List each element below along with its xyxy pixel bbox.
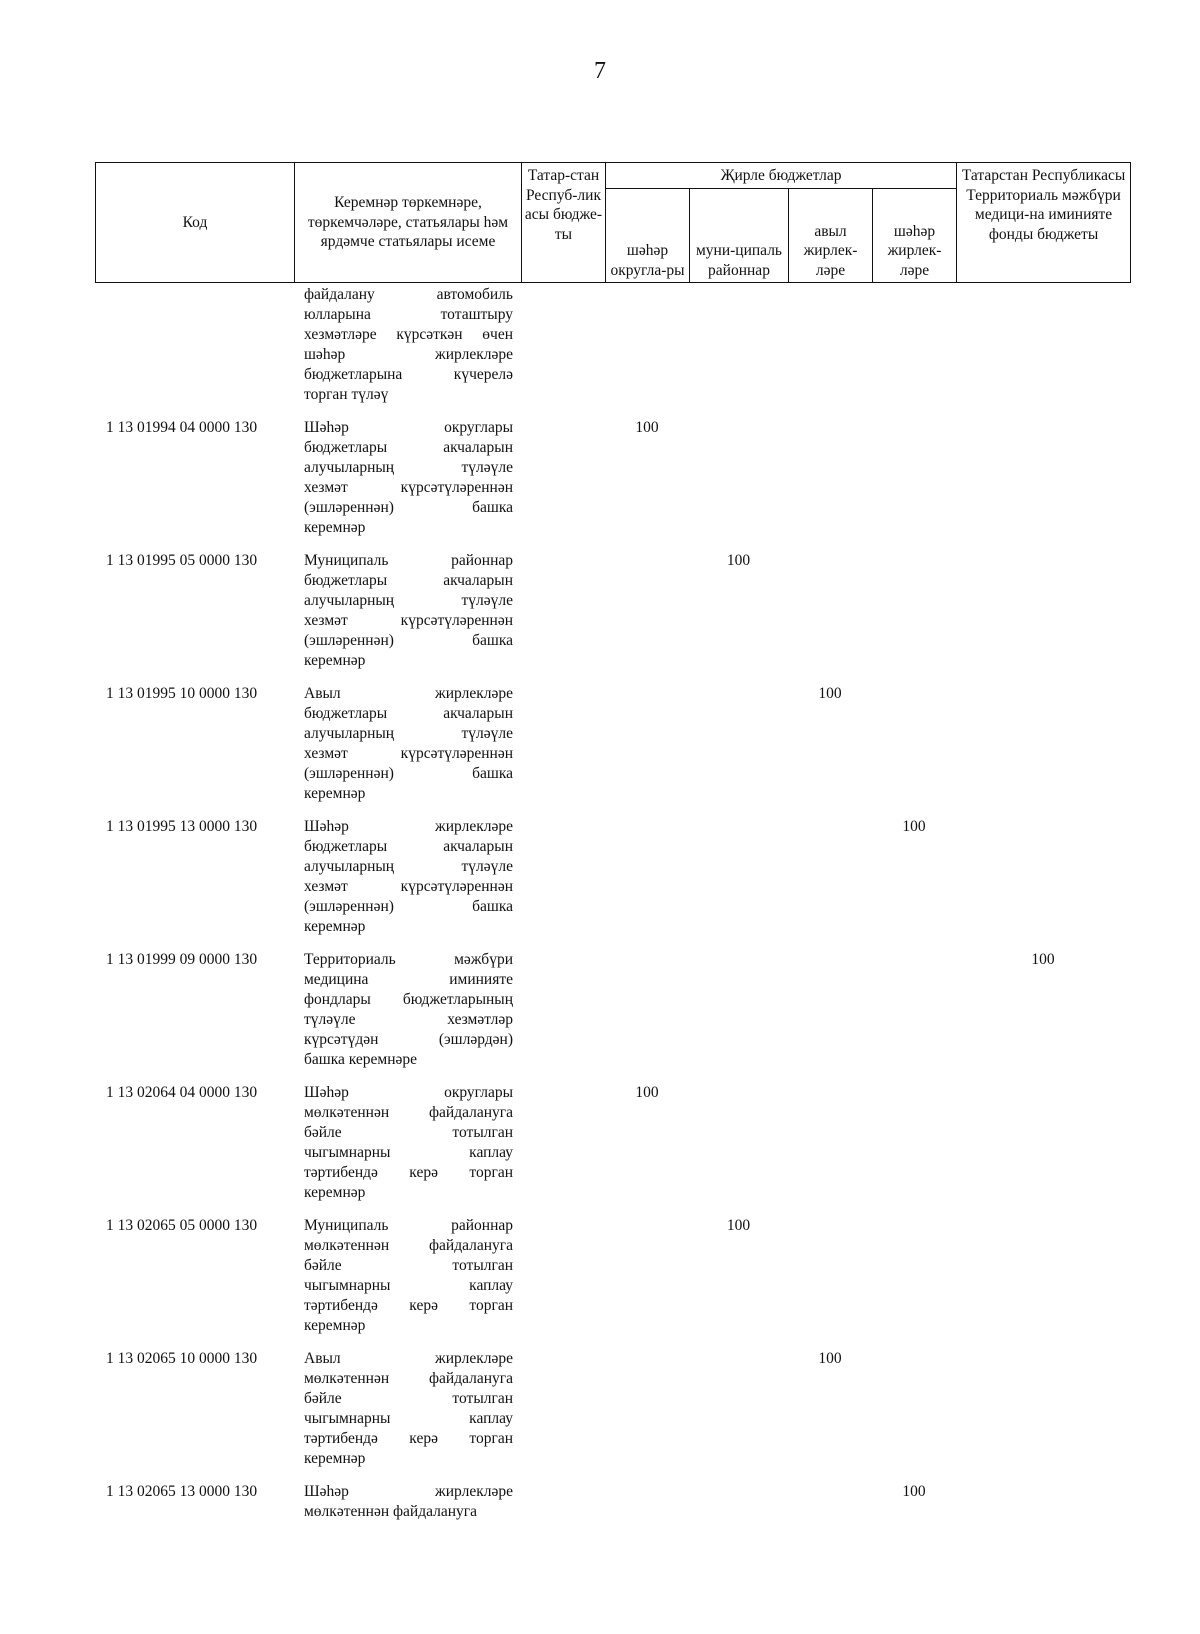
value-medical-fund [956,1482,1130,1535]
header-republic-budget: Татар-стан Респуб-ликасы бюдже-ты [522,163,606,283]
row-name-line: Авыл жирлекләре [304,685,513,702]
table-row [95,817,1130,950]
row-name [294,1349,521,1482]
table-row [95,1349,1130,1482]
value-urban-settlements [872,950,956,1083]
value-republic [521,1083,605,1216]
row-name-line: алучыларның түләүле [304,592,513,609]
row-name-line: бюджетлары акчаларын [304,439,513,456]
row-name-line: Шәһәр округлары [304,419,513,436]
row-name-line: тәртибендә керә торган [304,1164,513,1181]
row-name-line: Территориаль мәжбүри [304,951,513,968]
value-city-districts [605,684,689,817]
row-name-line: тәртибендә керә торган [304,1297,513,1314]
row-name-line: мөлкәтеннән файдалануга [304,1104,513,1121]
row-name-line: хезмәт күрсәтүләреннән [304,612,513,629]
row-name-line: күрсәтүдән (эшләрдән) [304,1031,513,1048]
header-urban-settlements: шәһәр жирлек-ләре [873,189,957,283]
header-local-budgets: Җирле бюджетлар [606,163,957,189]
value-rural [788,950,872,1083]
table-row [95,1216,1130,1349]
value-rural [788,285,872,418]
value-municipal [689,418,788,551]
row-name-line: Авыл жирлекләре [304,1350,513,1367]
row-name-line: (эшләреннән) башка [304,632,513,649]
value-medical-fund [956,285,1130,418]
row-name-line: Шәһәр жирлекләре [304,1483,513,1500]
row-name [294,684,521,817]
value-urban-settlements [872,551,956,684]
value-rural [788,551,872,684]
row-name-line: шәһәр жирлекләре [304,346,513,363]
value-medical-fund: 100 [1031,951,1055,968]
row-code: 1 13 02065 10 0000 130 [106,1350,258,1367]
value-urban-settlements [872,285,956,418]
table-row [95,1482,1130,1535]
table-row [95,418,1130,551]
value-medical-fund [956,551,1130,684]
row-name-line: керемнәр [304,785,366,802]
value-urban-settlements [872,684,956,817]
value-municipal [689,684,788,817]
value-republic [521,285,605,418]
value-urban-settlements: 100 [902,1483,926,1500]
value-city-districts [605,950,689,1083]
value-republic [521,950,605,1083]
value-republic [521,551,605,684]
row-name-line: бюджетлары акчаларын [304,838,513,855]
row-code: 1 13 01994 04 0000 130 [106,419,258,436]
value-medical-fund [956,1349,1130,1482]
row-code: 1 13 02065 13 0000 130 [106,1483,258,1500]
table-header [95,162,1131,283]
value-republic [521,418,605,551]
header-medical-fund: Татарстан Республикасы Территориаль мәжбүри медици-на иминияте фонды бюджеты [957,163,1131,283]
value-city-districts [605,1349,689,1482]
table-row [95,684,1130,817]
value-medical-fund [956,684,1130,817]
row-name [294,950,521,1083]
row-name [294,1216,521,1349]
value-rural [788,1083,872,1216]
row-name-line: торган түләү [304,386,389,403]
table-body [95,285,1130,1535]
table-row [95,950,1130,1083]
row-code: 1 13 01999 09 0000 130 [106,951,258,968]
row-name-line: хезмәт күрсәтүләреннән [304,479,513,496]
row-name-line: бәйле тотылган [304,1390,513,1407]
value-republic [521,1349,605,1482]
row-name-line: керемнәр [304,1317,366,1334]
header-municipal-districts: муни-ципаль районнар [690,189,789,283]
row-name [294,285,521,418]
value-city-districts [605,285,689,418]
value-rural [788,1216,872,1349]
row-name-line: Муниципаль районнар [304,1217,513,1234]
row-name-line: түләүле хезмәтләр [304,1011,513,1028]
row-name [294,551,521,684]
row-code: 1 13 02065 05 0000 130 [106,1217,258,1234]
value-rural [788,418,872,551]
row-code: 1 13 01995 10 0000 130 [106,685,258,702]
value-city-districts: 100 [635,419,659,436]
row-name-line: хезмәт күрсәтүләреннән [304,878,513,895]
value-city-districts [605,1216,689,1349]
row-name-line: керемнәр [304,519,366,536]
row-name-line: чыгымнарны каплау [304,1410,513,1427]
row-name-line: керемнәр [304,918,366,935]
row-name-line: фондлары бюджетларының [304,991,513,1008]
value-city-districts [605,551,689,684]
value-urban-settlements: 100 [902,818,926,835]
row-name-line: Шәһәр жирлекләре [304,818,513,835]
row-name-line: бәйле тотылган [304,1124,513,1141]
header-name: Керемнәр төркемнәре, төркемчәләре, статьялары һәм ярдәмче статьялары исеме [295,163,522,283]
value-urban-settlements [872,1083,956,1216]
row-name-line: (эшләреннән) башка [304,898,513,915]
row-name-line: хезмәтләре күрсәткән өчен [304,326,513,343]
row-name-line: Шәһәр округлары [304,1084,513,1101]
row-name [294,1083,521,1216]
value-medical-fund [956,1216,1130,1349]
value-rural [788,1482,872,1535]
row-name-line: керемнәр [304,1184,366,1201]
row-name-line: чыгымнарны каплау [304,1277,513,1294]
row-name-line: (эшләреннән) башка [304,499,513,516]
value-republic [521,684,605,817]
row-name-line: чыгымнарны каплау [304,1144,513,1161]
value-rural: 100 [818,1350,842,1367]
value-municipal: 100 [726,552,751,569]
value-urban-settlements [872,1216,956,1349]
row-name-line: (эшләреннән) башка [304,765,513,782]
row-name-line: алучыларның түләүле [304,725,513,742]
row-name-line: керемнәр [304,1450,366,1467]
value-medical-fund [956,817,1130,950]
row-code: 1 13 01995 13 0000 130 [106,818,258,835]
header-rural-settlements: авыл жирлек-ләре [789,189,873,283]
value-municipal [689,950,788,1083]
value-municipal [689,1482,788,1535]
value-medical-fund [956,1083,1130,1216]
row-name-line: бюджетлары акчаларын [304,572,513,589]
row-code: 1 13 02064 04 0000 130 [106,1084,258,1101]
page-number: 7 [594,58,606,84]
value-municipal [689,1083,788,1216]
row-name-line: файдалану автомобиль [304,286,513,303]
value-urban-settlements [872,1349,956,1482]
value-medical-fund [956,418,1130,551]
row-name-line: башка керемнәре [304,1051,418,1068]
row-name [294,817,521,950]
value-city-districts [605,817,689,950]
row-name-line: алучыларның түләүле [304,459,513,476]
value-municipal [689,817,788,950]
header-city-districts: шәһәр округла-ры [606,189,690,283]
row-code: 1 13 01995 05 0000 130 [106,552,258,569]
value-rural [788,817,872,950]
value-city-districts [605,1482,689,1535]
row-name-line: Муниципаль районнар [304,552,513,569]
row-name-line: алучыларның түләүле [304,858,513,875]
value-municipal [689,1349,788,1482]
row-name-line: юлларына тоташтыру [304,306,513,323]
value-rural: 100 [818,685,842,702]
value-urban-settlements [872,418,956,551]
row-name-line: бәйле тотылган [304,1257,513,1274]
row-code [95,285,294,418]
value-municipal [689,285,788,418]
header-code: Код [96,163,295,283]
row-name [294,418,521,551]
row-name-line: медицина иминияте [304,971,513,988]
row-name-line: тәртибендә керә торган [304,1430,513,1447]
value-republic [521,1216,605,1349]
table-row [95,285,1130,418]
row-name-line: мөлкәтеннән файдалануга [304,1370,513,1387]
row-name-line: бюджетлары акчаларын [304,705,513,722]
row-name-line: хезмәт күрсәтүләреннән [304,745,513,762]
table-row [95,551,1130,684]
value-city-districts: 100 [635,1084,659,1101]
value-municipal: 100 [726,1217,751,1234]
row-name-line: керемнәр [304,652,366,669]
row-name-line: мөлкәтеннән файдалануга [304,1237,513,1254]
value-republic [521,1482,605,1535]
row-name [294,1482,521,1535]
table-row [95,1083,1130,1216]
value-republic [521,817,605,950]
row-name-line: мөлкәтеннән файдалануга [304,1503,478,1520]
row-name-line: бюджетларына күчерелә [304,366,513,383]
